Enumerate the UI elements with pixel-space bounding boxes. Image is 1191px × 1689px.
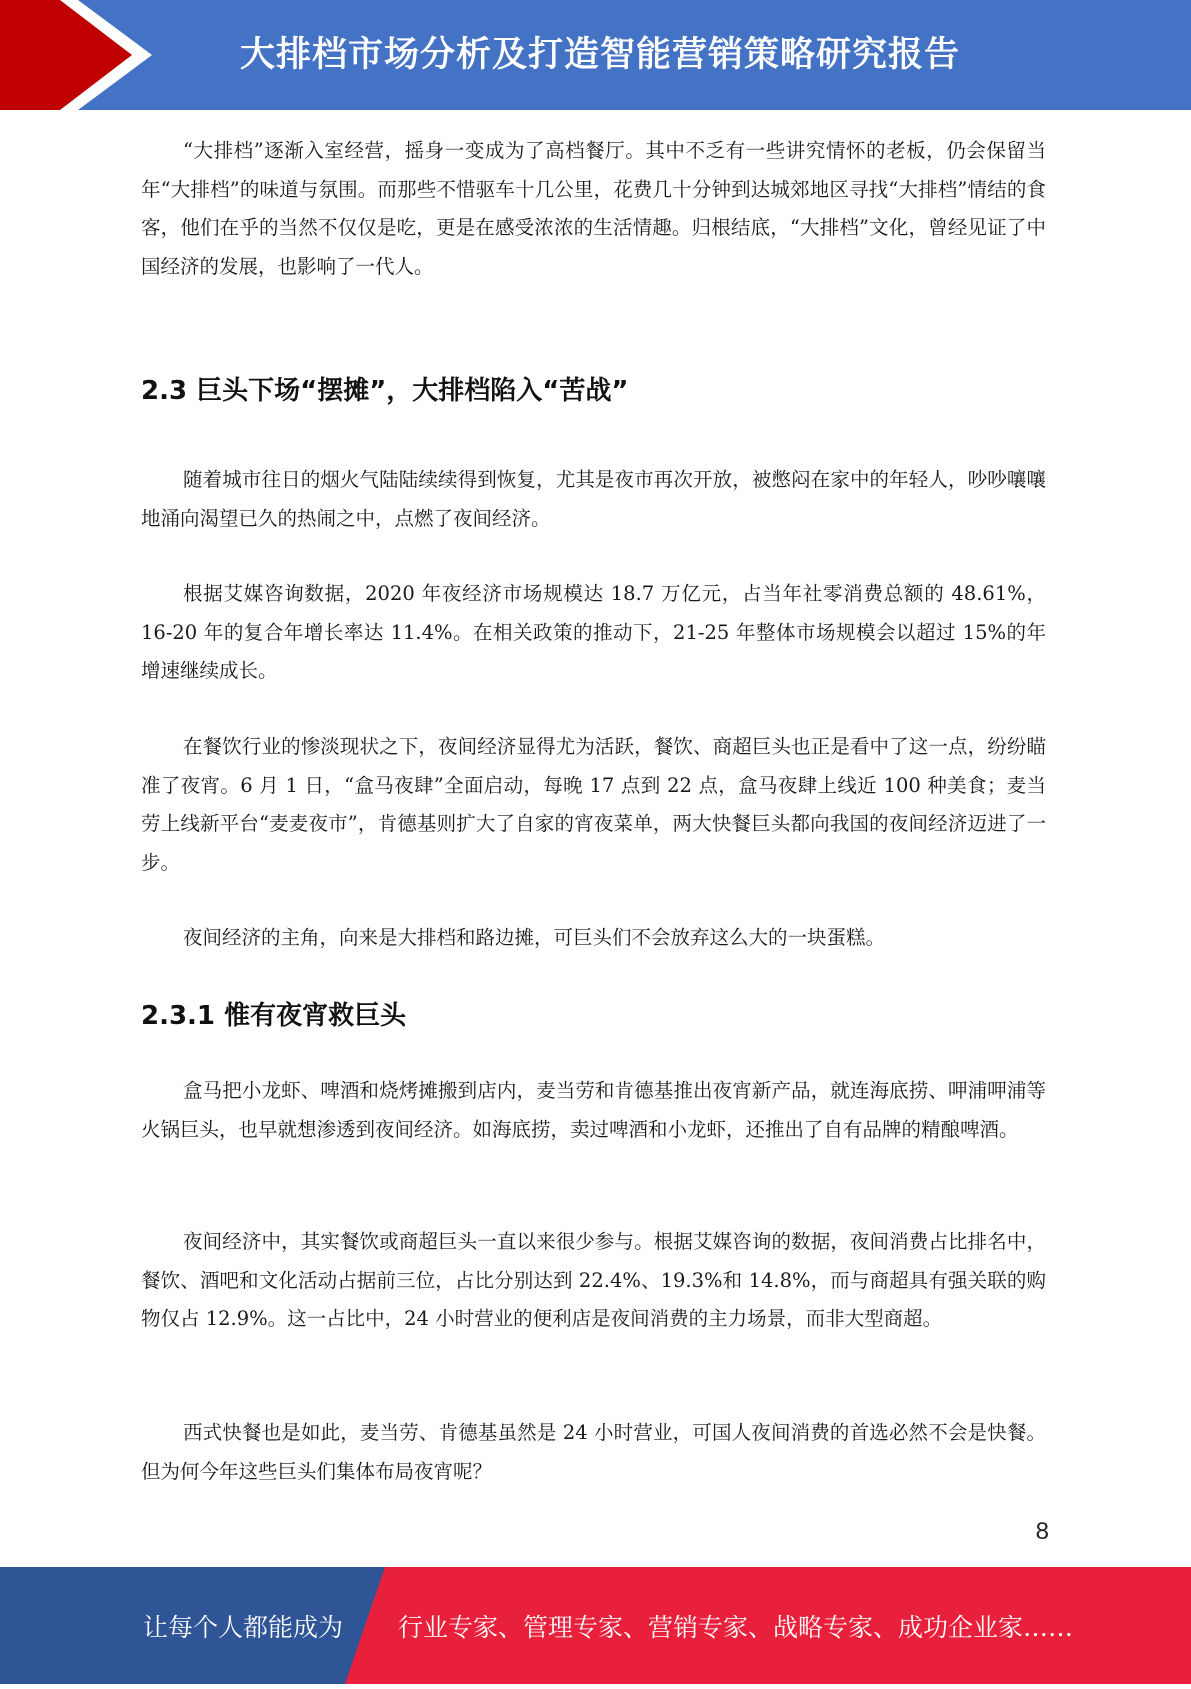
section-heading-2-3: 2.3 巨头下场“摆摊”，大排档陷入“苦战”: [141, 376, 629, 406]
paragraph-giants-enter: 在餐饮行业的惨淡现状之下，夜间经济显得尤为活跃，餐饮、商超巨头也正是看中了这一点，纷纷瞄准了夜宵。6 月 1 日，“盒马夜肆”全面启动，每晚 17 点到 22 点，盒马夜肆上线近 100 种美食；麦当劳上线新平台“麦麦夜市”，肯德基则扩大了自家的宵夜菜单，两大快餐巨头都向我国的夜间经济迈进了一步。: [141, 735, 1046, 874]
paragraph-main-role: 夜间经济的主角，向来是大排档和路边摊，可巨头们不会放弃这么大的一块蛋糕。: [183, 926, 886, 949]
paragraph-intro: “大排档”逐渐入室经营，摇身一变成为了高档餐厅。其中不乏有一些讲究情怀的老板，仍会保留当年“大排档”的味道与氛围。而那些不惜驱车十几公里，花费几十分钟到达城郊地区寻找“大排档”情结的食客，他们在乎的当然不仅仅是吃，更是在感受浓浓的生活情趣。归根结底，“大排档”文化，曾经见证了中国经济的发展，也影响了一代人。: [141, 139, 1046, 278]
footer-slogan-right: 行业专家、管理专家、营销专家、战略专家、成功企业家……: [398, 1613, 1074, 1642]
page-header: [0, 0, 1191, 110]
paragraph-night-economy-recovery: 随着城市往日的烟火气陆陆续续得到恢复，尤其是夜市再次开放，被憋闷在家中的年轻人，吵吵嚷嚷地涌向渴望已久的热闹之中，点燃了夜间经济。: [141, 468, 1046, 530]
section-heading-2-3-1: 2.3.1 惟有夜宵救巨头: [141, 1001, 407, 1031]
page-number: 8: [1035, 1518, 1049, 1545]
footer-slogan-left: 让每个人都能成为: [143, 1613, 344, 1642]
paragraph-western-fastfood: 西式快餐也是如此，麦当劳、肯德基虽然是 24 小时营业，可国人夜间消费的首选必然不会是快餐。但为何今年这些巨头们集体布局夜宵呢？: [141, 1421, 1046, 1483]
paragraph-consumption-share: 夜间经济中，其实餐饮或商超巨头一直以来很少参与。根据艾媒咨询的数据，夜间消费占比排名中，餐饮、酒吧和文化活动占据前三位，占比分别达到 22.4%、19.3%和 14.8%，而与商超具有强关联的购物仅占 12.9%。这一占比中，24 小时营业的便利店是夜间消费的主力场景，而非大型商超。: [141, 1230, 1046, 1330]
page-footer: [0, 1567, 1191, 1684]
paragraph-market-size: 根据艾媒咨询数据，2020 年夜经济市场规模达 18.7 万亿元，占当年社零消费总额的 48.61%，16-20 年的复合年增长率达 11.4%。在相关政策的推动下，21-25 年整体市场规模会以超过 15%的年增速继续成长。: [141, 582, 1046, 682]
header-title: 大排档市场分析及打造智能营销策略研究报告: [240, 35, 961, 75]
paragraph-hema-mcdonalds: 盒马把小龙虾、啤酒和烧烤摊搬到店内，麦当劳和肯德基推出夜宵新产品，就连海底捞、呷浦呷浦等火锅巨头，也早就想渗透到夜间经济。如海底捞，卖过啤酒和小龙虾，还推出了自有品牌的精酿啤酒。: [141, 1079, 1046, 1141]
